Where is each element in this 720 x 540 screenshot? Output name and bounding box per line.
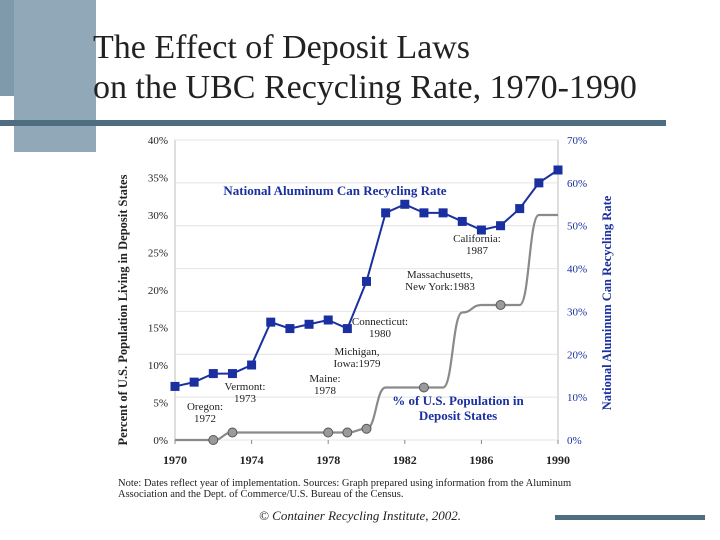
annotation-label: New York:1983 (405, 281, 475, 293)
x-axis-ticks (163, 440, 570, 467)
right-axis-ticks (567, 135, 587, 447)
recycling-rate-point (324, 316, 333, 325)
recycling-rate-point (266, 318, 275, 327)
x-tick-label: 1982 (392, 453, 417, 467)
annotation-label: 1978 (314, 385, 336, 397)
population-share-point (362, 424, 371, 433)
annotation-label: 1972 (194, 413, 216, 425)
population-share-point (228, 428, 237, 437)
right-axis-label: National Aluminum Can Recycling Rate (600, 195, 614, 411)
annotation-label: 1987 (466, 245, 488, 257)
right-tick-label: 10% (567, 392, 588, 405)
footer-copyright: © Container Recycling Institute, 2002. (259, 508, 461, 523)
right-tick-label: 60% (567, 177, 588, 190)
left-tick-label: 20% (147, 285, 168, 297)
recycling-rate-point (439, 208, 448, 217)
chart-note-line-1: Note: Dates reflect year of implementation. Sources: Graph prepared using information from the Aluminum (118, 478, 572, 489)
right-tick-label: 40% (567, 263, 588, 276)
slide-title-line-1: The Effect of Deposit Laws (93, 29, 471, 66)
recycling-rate-point (171, 382, 180, 391)
left-tick-label: 15% (147, 322, 168, 335)
left-tick-label: 5% (153, 397, 168, 410)
right-tick-label: 70% (567, 135, 588, 147)
recycling-rate-point (247, 361, 256, 370)
annotation-label: 1973 (234, 393, 256, 405)
annotation-label: Connecticut: (351, 316, 409, 328)
x-tick-label: 1978 (316, 453, 341, 467)
right-tick-label: 50% (567, 220, 588, 233)
x-tick-label: 1990 (546, 453, 570, 467)
left-tick-label: 30% (147, 210, 168, 222)
left-axis-ticks (148, 135, 168, 447)
annotation-label: 1980 (369, 328, 391, 340)
population-share-point (419, 383, 428, 392)
recycling-rate-point (362, 277, 371, 286)
right-tick-label: 20% (567, 349, 588, 362)
series-label: % of U.S. Population in (392, 393, 524, 408)
left-tick-label: 0% (153, 435, 168, 447)
annotation-label: Oregon: (186, 401, 224, 413)
population-share-point (209, 436, 218, 445)
recycling-rate-point (285, 324, 294, 333)
annotation-label: Vermont: (224, 381, 266, 393)
recycling-rate-point (305, 320, 314, 329)
recycling-rate-point (534, 178, 543, 187)
recycling-rate-point (554, 166, 563, 175)
x-tick-label: 1974 (239, 453, 264, 467)
recycling-rate-point (458, 217, 467, 226)
series-label: National Aluminum Can Recycling Rate (223, 183, 447, 198)
annotation-label: California: (453, 233, 501, 245)
x-tick-label: 1970 (163, 453, 187, 467)
x-tick-label: 1986 (469, 453, 494, 467)
right-tick-label: 0% (567, 435, 582, 447)
slide-title-line-2: on the UBC Recycling Rate, 1970-1990 (93, 69, 637, 106)
recycling-rate-point (343, 324, 352, 333)
population-share-point (343, 428, 352, 437)
recycling-rate-point (190, 378, 199, 387)
population-share-point (496, 301, 505, 310)
annotation-label: Maine: (309, 373, 341, 385)
annotation-label: Michigan, (334, 346, 380, 358)
chart-note-line-2: Association and the Dept. of Commerce/U.S. Bureau of the Census. (118, 489, 404, 500)
left-tick-label: 25% (147, 247, 168, 260)
recycling-rate-point (400, 200, 409, 209)
recycling-rate-point (515, 204, 524, 213)
population-share-point (324, 428, 333, 437)
left-tick-label: 35% (147, 172, 168, 185)
left-axis-label: Percent of U.S. Population Living in Deposit States (116, 174, 130, 446)
recycling-rate-point (228, 369, 237, 378)
left-tick-label: 10% (147, 360, 168, 372)
series-label: Deposit States (418, 408, 498, 423)
recycling-rate-point (419, 208, 428, 217)
recycling-rate-point (209, 369, 218, 378)
annotation-label: Iowa:1979 (333, 358, 381, 370)
recycling-rate-point (381, 208, 390, 217)
recycling-rate-point (496, 221, 505, 230)
left-tick-label: 40% (147, 135, 168, 147)
annotation-label: Massachusetts, (406, 269, 474, 281)
right-tick-label: 30% (567, 306, 588, 319)
